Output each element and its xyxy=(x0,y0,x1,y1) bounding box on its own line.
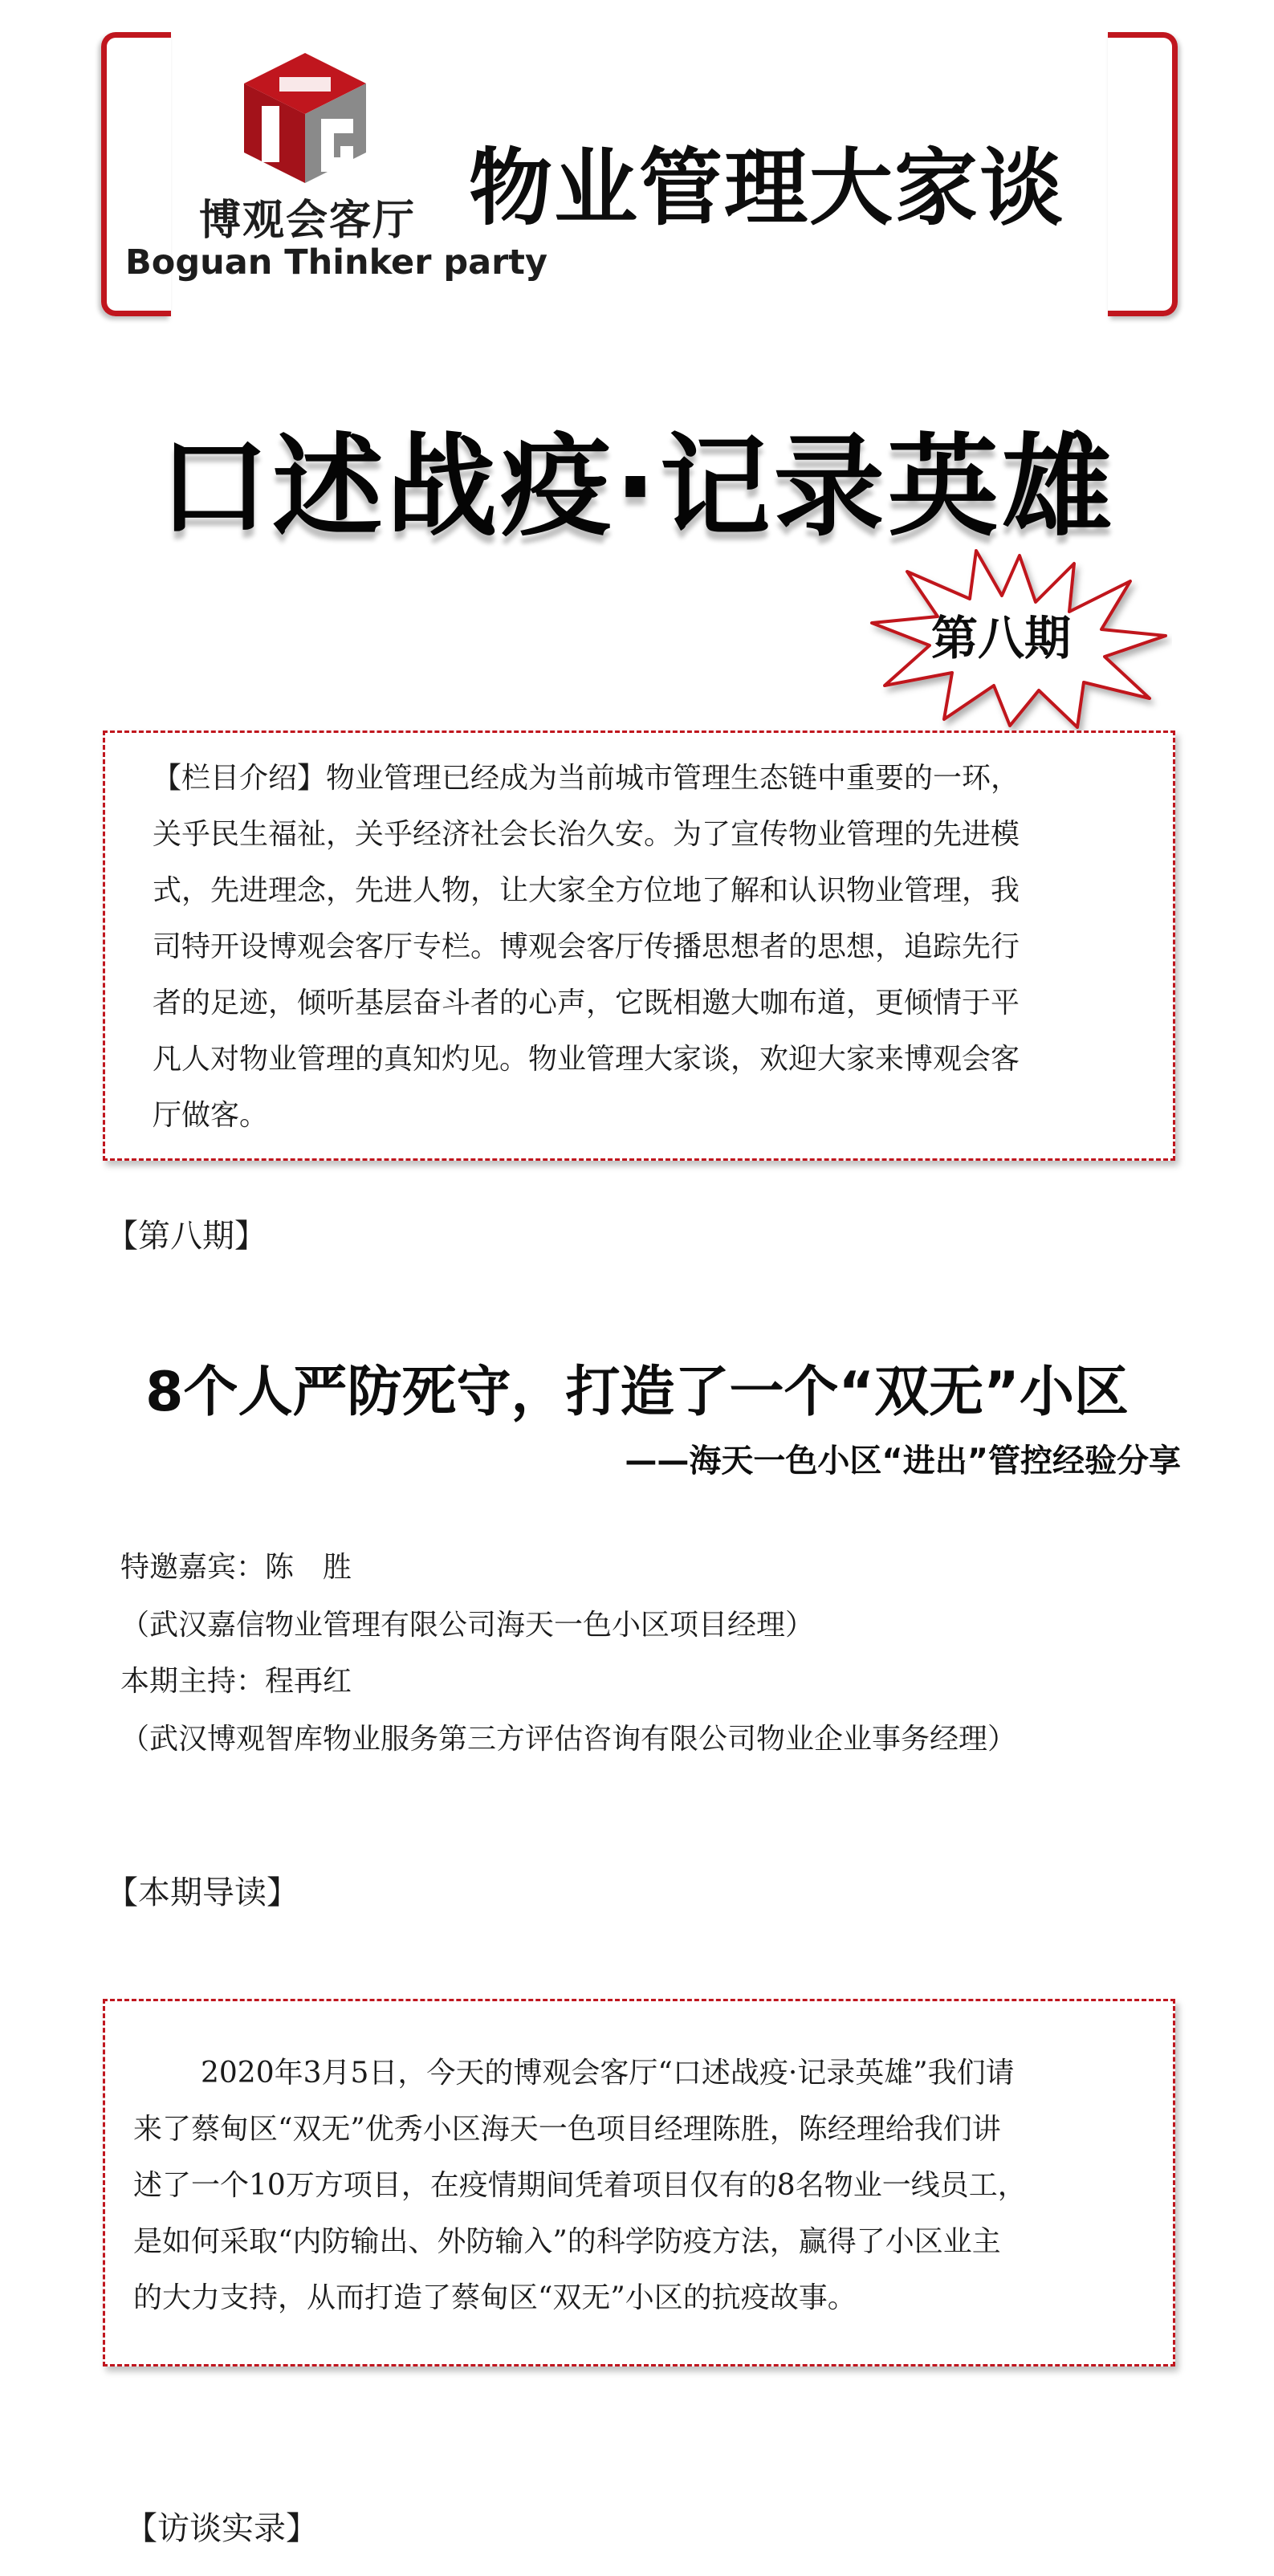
guide-text xyxy=(133,2045,1142,2326)
article-title: 8个人严防死守，打造了一个“双无”小区 xyxy=(145,1361,1129,1424)
main-title: 口述战疫·记录英雄 xyxy=(158,422,1116,551)
host-organization: （武汉博观智库物业服务第三方评估咨询有限公司物业企业事务经理） xyxy=(120,1723,1017,1756)
article-subtitle: ——海天一色小区“进出”管控经验分享 xyxy=(625,1443,1181,1479)
intro-line: 式，先进理念，先进人物，让大家全方位地了解和认识物业管理，我 xyxy=(153,874,1020,907)
intro-line: 者的足迹，倾听基层奋斗者的心声，它既相邀大咖布道，更倾情于平 xyxy=(153,987,1020,1019)
guest-organization: （武汉嘉信物业管理有限公司海天一色小区项目经理） xyxy=(120,1609,815,1642)
logo-english-name: Boguan Thinker party xyxy=(125,242,547,283)
guide-line: 来了蔡甸区“双无”优秀小区海天一色项目经理陈胜，陈经理给我们讲 xyxy=(133,2113,1001,2146)
guide-section-label: 【本期导读】 xyxy=(106,1874,299,1911)
issue-section-label: 【第八期】 xyxy=(106,1218,267,1255)
guide-line: 是如何采取“内防输出、外防输入”的科学防疫方法，赢得了小区业主 xyxy=(133,2225,1001,2258)
intro-line: 厅做客。 xyxy=(153,1099,269,1132)
issue-badge-label: 第八期 xyxy=(931,611,1072,665)
host-label: 本期主持：程再红 xyxy=(120,1665,352,1698)
intro-line: 【栏目介绍】物业管理已经成为当前城市管理生态链中重要的一环， xyxy=(153,762,1020,795)
interview-section-label: 【访谈实录】 xyxy=(125,2510,318,2547)
guide-line: 的大力支持，从而打造了蔡甸区“双无”小区的抗疫故事。 xyxy=(133,2281,857,2314)
guide-line: 2020年3月5日，今天的博观会客厅“口述战疫·记录英雄”我们请 xyxy=(201,2057,1015,2090)
intro-line: 司特开设博观会客厅专栏。博观会客厅传播思想者的思想，追踪先行 xyxy=(153,930,1020,963)
guest-label: 特邀嘉宾：陈 胜 xyxy=(120,1551,352,1584)
header-bracket-right xyxy=(1108,32,1178,316)
boguan-logo-icon xyxy=(238,50,372,186)
column-intro-text xyxy=(153,751,1140,1144)
intro-line: 凡人对物业管理的真知灼见。物业管理大家谈，欢迎大家来博观会客 xyxy=(153,1043,1020,1076)
guide-line: 述了一个10万方项目，在疫情期间凭着项目仅有的8名物业一线员工， xyxy=(133,2169,1027,2202)
header-title: 物业管理大家谈 xyxy=(469,139,1065,237)
intro-line: 关乎民生福祉，关乎经济社会长治久安。为了宣传物业管理的先进模 xyxy=(153,818,1020,851)
logo-chinese-name: 博观会客厅 xyxy=(199,197,417,245)
